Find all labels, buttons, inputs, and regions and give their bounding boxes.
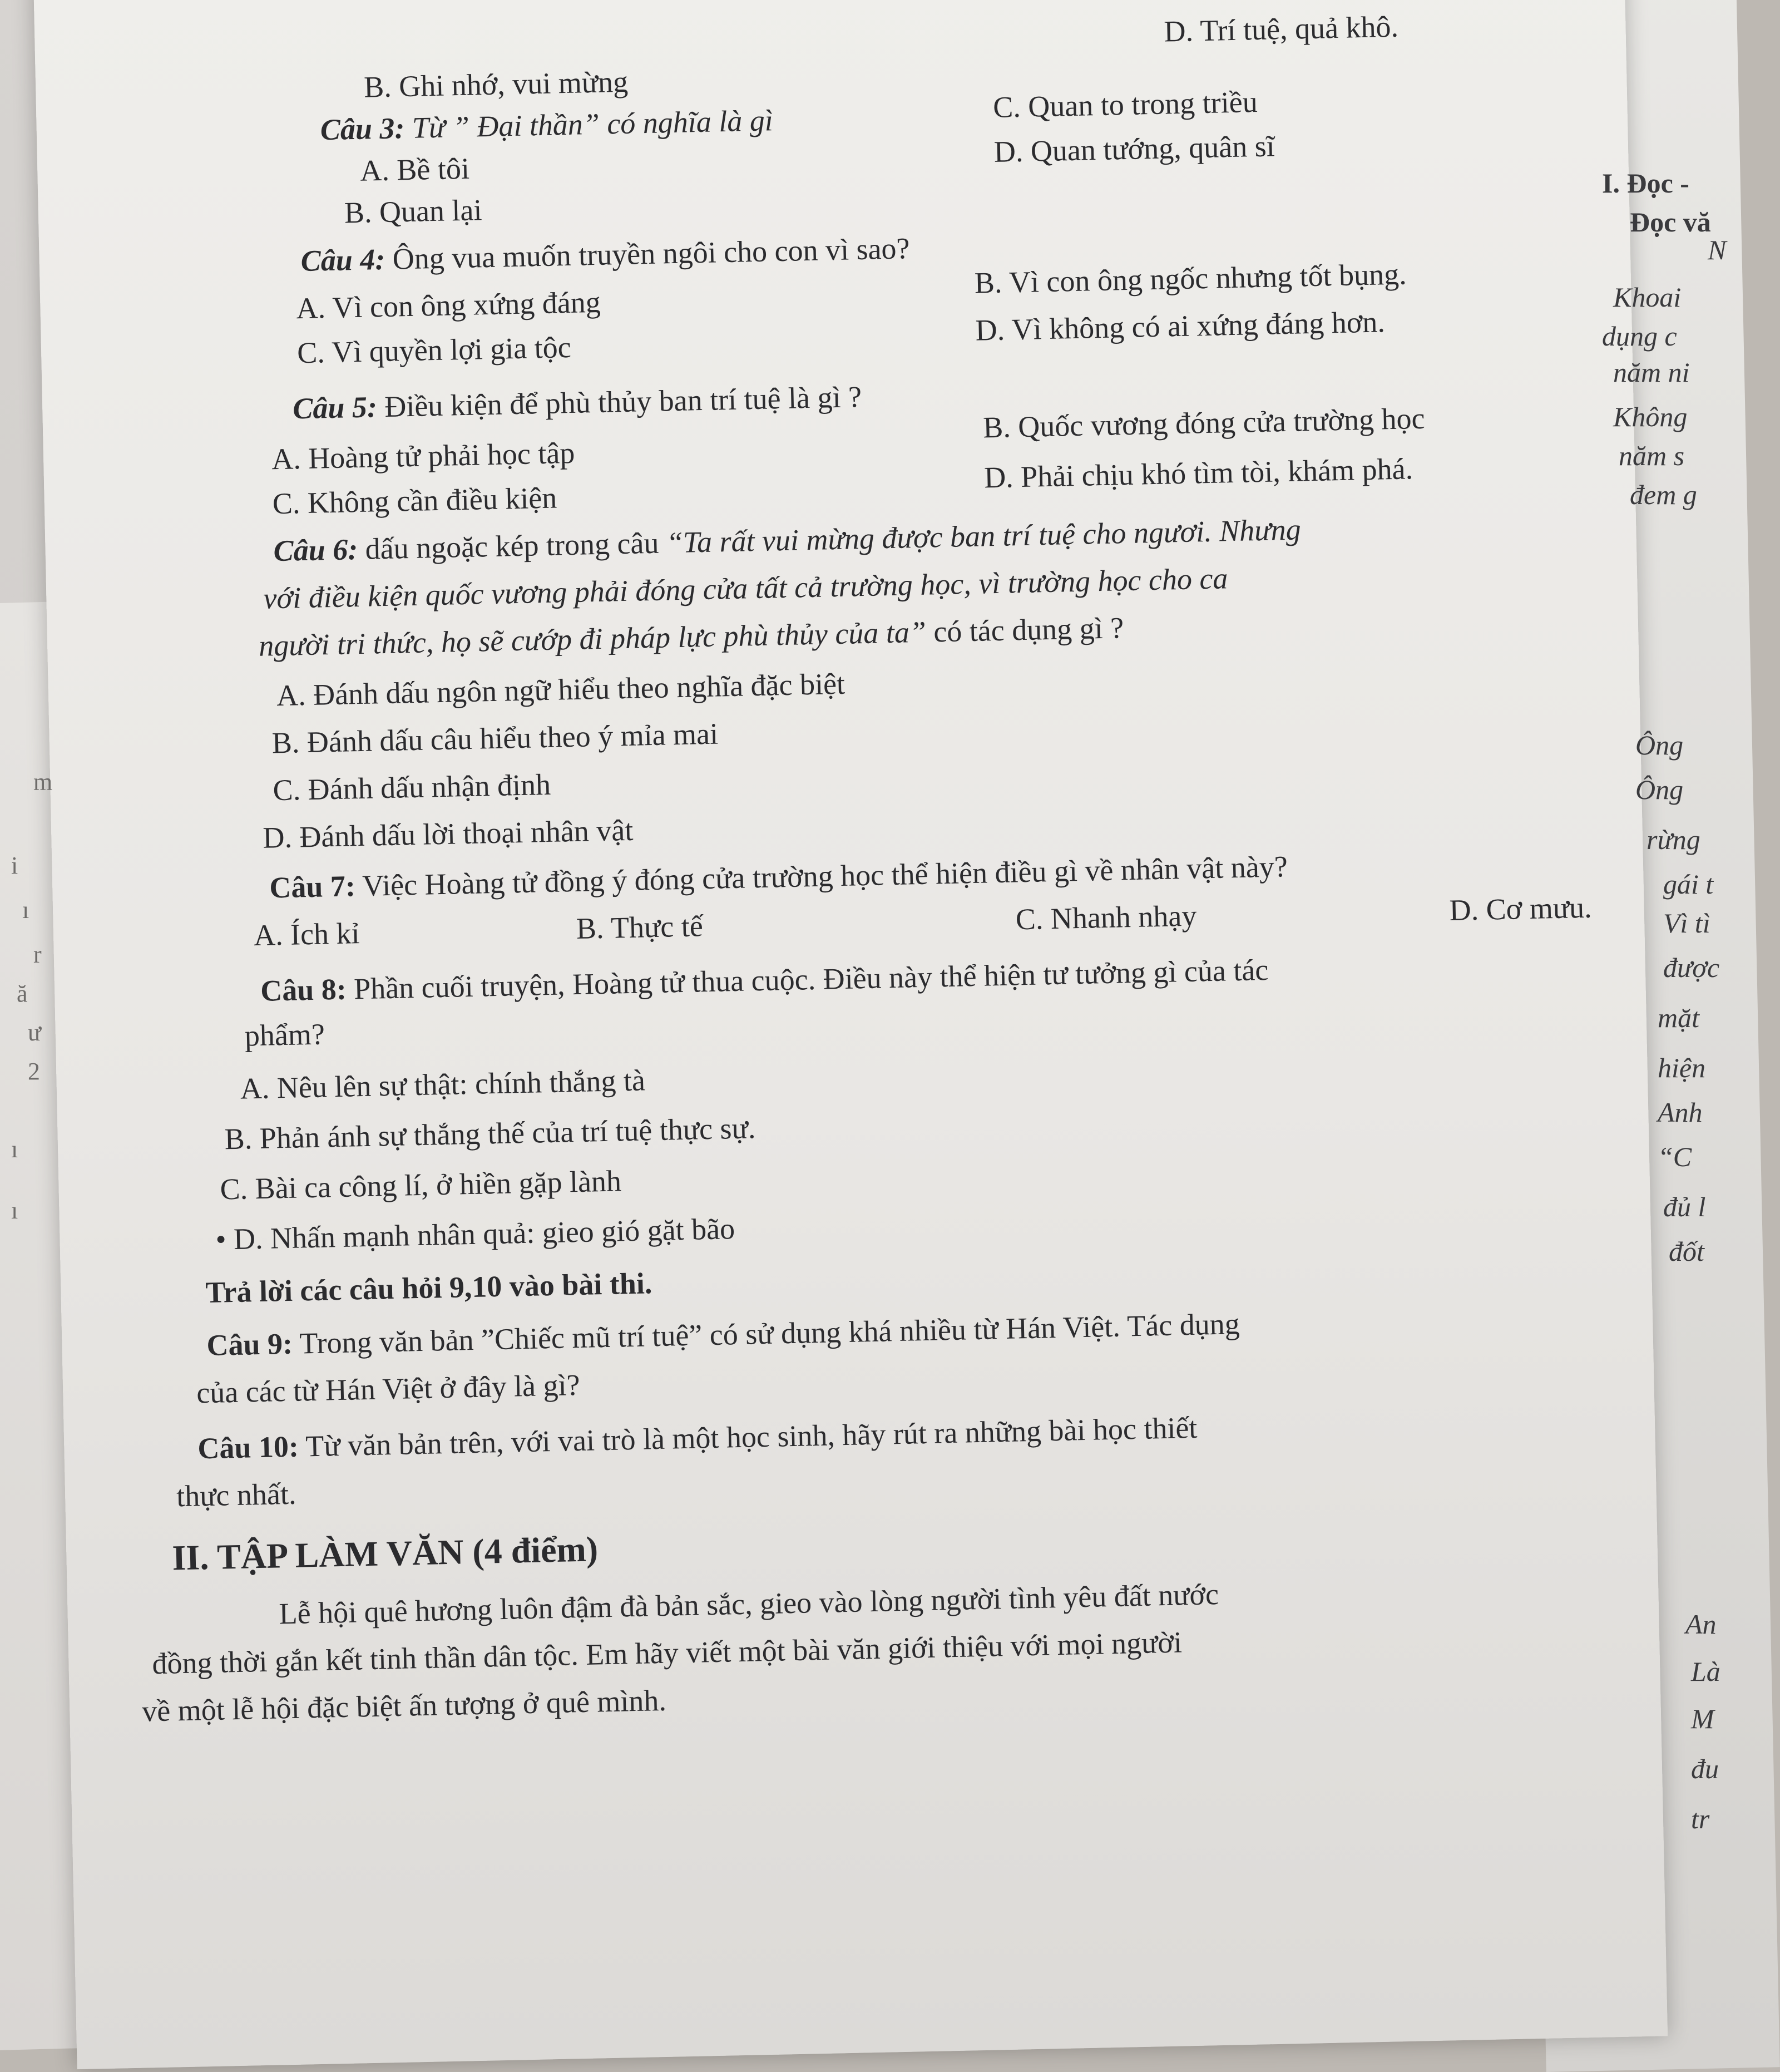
right-page-text: Anh xyxy=(1658,1097,1703,1128)
right-page-text: Đọc vă xyxy=(1630,206,1711,238)
q2-option-d: D. Trí tuệ, quả khô. xyxy=(1163,9,1399,48)
left-page-text: ă xyxy=(17,980,28,1007)
q6-prompt-line2: với điều kiện quốc vương phải đóng cửa tất cả trường học, vì trường học cho ca xyxy=(263,561,1228,615)
q8-text: Phần cuối truyện, Hoàng tử thua cuộc. Điều này thể hiện tư tưởng gì của tác xyxy=(353,953,1269,1006)
q3-option-d: D. Quan tướng, quân sĩ xyxy=(993,129,1275,169)
essay-prompt-line3: về một lễ hội đặc biệt ấn tượng ở quê mình. xyxy=(141,1683,667,1728)
right-page-text: mặt xyxy=(1658,1002,1699,1033)
q2-option-b: B. Ghi nhớ, vui mừng xyxy=(363,65,629,104)
right-page-text: đủ l xyxy=(1663,1191,1706,1222)
left-page-text: ı xyxy=(11,1197,18,1224)
q8-option-c: C. Bài ca công lí, ở hiền gặp lành xyxy=(220,1164,622,1206)
q6-prompt-line1 xyxy=(273,514,1301,568)
q4-option-c: C. Vì quyền lợi gia tộc xyxy=(296,330,572,370)
right-page-text: Là xyxy=(1691,1656,1720,1687)
q5-option-d: D. Phải chịu khó tìm tòi, khám phá. xyxy=(983,452,1413,495)
q7-prompt xyxy=(269,850,1288,905)
q8-option-d: • D. Nhấn mạnh nhân quả: gieo gió gặt bão xyxy=(215,1212,735,1256)
right-page-text: gái t xyxy=(1663,869,1714,900)
q7-label: Câu 7: xyxy=(269,869,356,905)
right-page-text: Ông xyxy=(1635,774,1684,805)
q5-label: Câu 5: xyxy=(292,390,378,426)
q5-option-a: A. Hoàng tử phải học tập xyxy=(271,436,575,476)
q6-option-b: B. Đánh dấu câu hiểu theo ý mỉa mai xyxy=(271,717,719,760)
q9-label: Câu 9: xyxy=(206,1326,293,1363)
right-page-text: được xyxy=(1663,952,1720,983)
q6-option-a: A. Đánh dấu ngôn ngữ hiểu theo nghĩa đặc biệt xyxy=(276,667,846,713)
right-page-text: hiện xyxy=(1658,1052,1706,1083)
q6-line3-plain: có tác dụng gì ? xyxy=(933,611,1124,649)
q5-option-b: B. Quốc vương đóng cửa trường học xyxy=(982,401,1426,445)
q7-option-d: D. Cơ mưu. xyxy=(1449,890,1593,928)
left-page-text: ı xyxy=(11,1136,18,1163)
q10-text: Từ văn bản trên, với vai trò là một học sinh, hãy rút ra những bài học thiết xyxy=(305,1410,1198,1463)
left-page-text: i xyxy=(11,852,18,879)
right-page-text: rừng xyxy=(1646,824,1700,855)
right-page-text: M xyxy=(1691,1703,1714,1734)
right-page-text: An xyxy=(1685,1609,1717,1640)
essay-prompt-line2: đồng thời gắn kết tinh thần dân tộc. Em hãy viết một bài văn giới thiệu với mọi người xyxy=(151,1625,1183,1681)
q7-text: Việc Hoàng tử đồng ý đóng cửa trường học thể hiện điều gì về nhân vật này? xyxy=(362,850,1288,902)
right-page-text: I. Đọc - xyxy=(1602,167,1689,199)
q9-prompt xyxy=(206,1308,1240,1362)
q3-text: Từ ” Đại thần” có nghĩa là gì xyxy=(412,103,774,145)
q6-line1-quote: “Ta rất vui mừng được ban trí tuệ cho ngươi. Nhưng xyxy=(666,512,1302,560)
exam-page xyxy=(33,0,1668,2069)
section-2-title: II. TẬP LÀM VĂN (4 điểm) xyxy=(171,1529,599,1578)
q4-option-d: D. Vì không có ai xứng đáng hơn. xyxy=(975,305,1386,347)
q3-label: Câu 3: xyxy=(320,111,405,147)
instruction-q9-q10: Trả lời các câu hỏi 9,10 vào bài thi. xyxy=(205,1266,652,1310)
q4-label: Câu 4: xyxy=(300,242,385,278)
q7-option-c: C. Nhanh nhạy xyxy=(1015,899,1197,936)
q5-text: Điều kiện để phù thủy ban trí tuệ là gì ? xyxy=(384,379,862,423)
right-page-text: Khoai xyxy=(1613,282,1682,313)
right-page-text: đu xyxy=(1691,1753,1719,1784)
q8-prompt xyxy=(260,954,1269,1008)
q6-label: Câu 6: xyxy=(273,532,358,568)
q7-option-b: B. Thực tế xyxy=(576,909,704,945)
q8-option-b: B. Phản ánh sự thắng thế của trí tuệ thực sự. xyxy=(224,1111,756,1156)
q6-line1-plain: dấu ngoặc kép trong câu xyxy=(365,526,659,566)
q8-label: Câu 8: xyxy=(260,972,347,1008)
right-page-text: năm ni xyxy=(1613,357,1690,388)
q6-option-d: D. Đánh dấu lời thoại nhân vật xyxy=(262,813,634,855)
q4-option-b: B. Vì con ông ngốc nhưng tốt bụng. xyxy=(974,257,1407,300)
right-page-text: đốt xyxy=(1669,1236,1704,1267)
right-page-text: Ông xyxy=(1635,729,1684,761)
q10-prompt xyxy=(197,1412,1198,1466)
q6-option-c: C. Đánh dấu nhận định xyxy=(273,767,551,807)
left-page-text: r xyxy=(33,941,42,968)
left-page-text: ư xyxy=(28,1019,41,1046)
right-page-text: dụng c xyxy=(1602,320,1677,352)
right-page-text: tr xyxy=(1691,1803,1710,1834)
q7-option-a: A. Ích kỉ xyxy=(253,916,360,953)
essay-prompt-line1: Lễ hội quê hương luôn đậm đà bản sắc, gieo vào lòng người tình yêu đất nước xyxy=(279,1577,1219,1631)
q6-prompt-line3 xyxy=(259,611,1124,663)
right-page-text: “C xyxy=(1658,1141,1692,1172)
q8-option-d-text: D. Nhấn mạnh nhân quả: gieo gió gặt bão xyxy=(233,1212,735,1256)
q4-text: Ông vua muốn truyền ngôi cho con vì sao? xyxy=(392,231,911,276)
q3-prompt xyxy=(320,104,773,146)
q9-prompt-cont: của các từ Hán Việt ở đây là gì? xyxy=(196,1368,581,1410)
left-page-text: 2 xyxy=(28,1058,40,1085)
q4-option-a: A. Vì con ông xứng đáng xyxy=(295,285,601,325)
q5-prompt xyxy=(293,381,862,426)
left-page-text: ı xyxy=(22,896,29,924)
q4-prompt xyxy=(300,232,910,278)
q8-prompt-cont: phẩm? xyxy=(244,1017,325,1053)
q3-option-b: B. Quan lại xyxy=(344,193,483,230)
q5-option-c: C. Không cần điều kiện xyxy=(272,481,557,521)
right-page-text: Vì tì xyxy=(1663,907,1710,939)
right-page-text: năm s xyxy=(1619,440,1685,471)
q8-option-a: A. Nêu lên sự thật: chính thắng tà xyxy=(240,1063,646,1106)
q6-line3-quote: người tri thức, họ sẽ cướp đi pháp lực phù thủy của ta” xyxy=(258,615,927,663)
q9-text: Trong văn bản ”Chiếc mũ trí tuệ” có sử dụng khá nhiều từ Hán Việt. Tác dụng xyxy=(299,1307,1240,1360)
q3-option-a: A. Bề tôi xyxy=(359,151,470,188)
right-page-text: đem g xyxy=(1630,479,1697,510)
q10-prompt-cont: thực nhất. xyxy=(176,1477,297,1513)
q10-label: Câu 10: xyxy=(197,1429,299,1466)
right-page-text: Không xyxy=(1613,401,1688,432)
left-page-text: m xyxy=(33,768,53,796)
q3-option-c: C. Quan to trong triều xyxy=(992,85,1258,124)
right-page-text: N xyxy=(1708,234,1727,265)
